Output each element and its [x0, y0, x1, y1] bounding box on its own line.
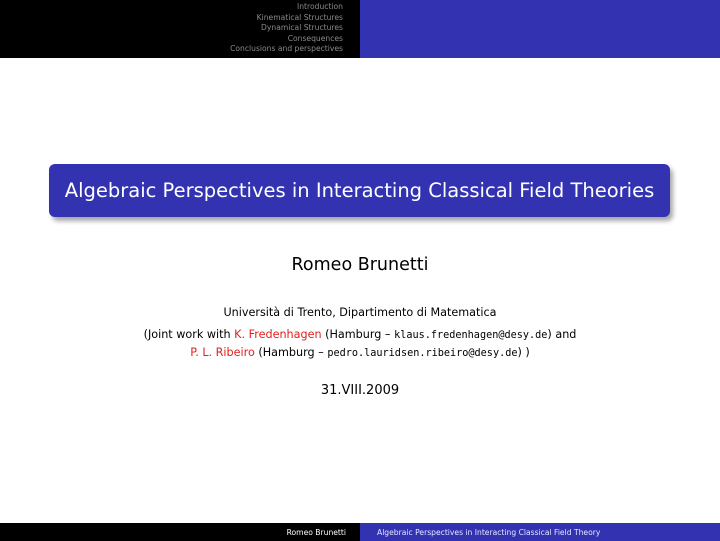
- affiliation-open-2: (Hamburg –: [254, 346, 328, 359]
- affiliation-open-1: (Hamburg –: [321, 328, 395, 341]
- section-navigation: [0, 0, 360, 58]
- coauthor-fredenhagen: K. Fredenhagen: [234, 328, 322, 341]
- institute: Università di Trento, Dipartimento di Matematica: [223, 306, 497, 319]
- nav-item-introduction[interactable]: Introduction: [297, 2, 343, 11]
- joint-work-line-1: [0, 326, 720, 344]
- email-ribeiro: pedro.lauridsen.ribeiro@desy.de: [327, 348, 518, 359]
- presentation-date: 31.VIII.2009: [320, 383, 400, 398]
- footer-title: Algebraic Perspectives in Interacting Classical Field Theory: [360, 523, 720, 541]
- joint-prefix: (Joint work with: [143, 328, 235, 341]
- author-name: Romeo Brunetti: [291, 255, 429, 275]
- coauthor-ribeiro: P. L. Ribeiro: [190, 346, 255, 359]
- footer-author: Romeo Brunetti: [0, 523, 360, 541]
- affiliation-close-2: ) ): [517, 346, 530, 359]
- presentation-title: Algebraic Perspectives in Interacting Classical Field Theories: [64, 179, 655, 202]
- nav-item-kinematical-structures[interactable]: Kinematical Structures: [256, 12, 343, 22]
- joint-work-line-2: [0, 344, 720, 362]
- email-fredenhagen: klaus.fredenhagen@desy.de: [394, 330, 548, 341]
- nav-item-dynamical-structures[interactable]: Dynamical Structures: [261, 23, 343, 32]
- title-box: [49, 164, 670, 217]
- affiliation-close-1: ) and: [547, 328, 577, 341]
- nav-item-conclusions[interactable]: Conclusions and perspectives: [230, 44, 343, 53]
- subsection-navigation: [360, 0, 720, 58]
- joint-work-note: [0, 326, 720, 362]
- navigation-bar: [0, 0, 720, 58]
- footer-bar: [0, 523, 720, 541]
- nav-item-consequences[interactable]: Consequences: [287, 33, 343, 43]
